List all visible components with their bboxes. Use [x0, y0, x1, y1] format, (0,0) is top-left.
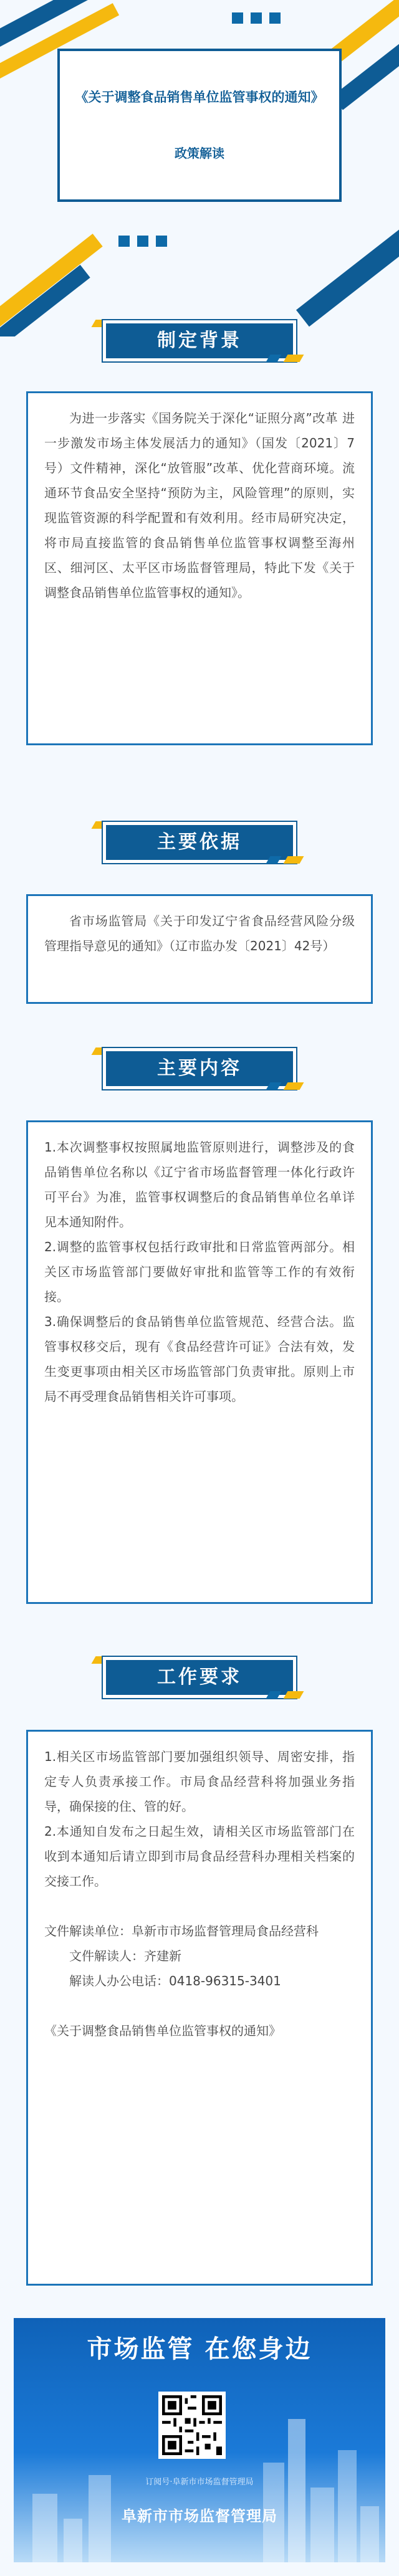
content-box [26, 1120, 373, 1604]
section-heading-content [0, 1042, 399, 1092]
document-title: 《关于调整食品销售单位监管事权的通知》 [75, 90, 324, 105]
paragraph: 3.确保调整后的食品销售单位监管规范、经营合法。监管事权移交后，现有《食品经营许可证》合法有效，发生变更事项由相关区市场监管部门负责审批。原则上市局不再受理食品销售相关许可事项。 [44, 1314, 355, 1404]
section-heading-requirements [0, 1651, 399, 1701]
paragraph: 2.调整的监管事权包括行政审批和日常监管两部分。相关区市场监管部门要做好审批和监管等工作的有效衔接。 [44, 1239, 355, 1304]
section-title: 制定背景 [106, 323, 293, 358]
paragraph: 省市场监管局《关于印发辽宁省食品经营风险分级管理指导意见的通知》（辽市监办发〔2021〕42号） [44, 914, 355, 953]
reader-phone: 解读人办公电话：0418-96315-3401 [69, 1973, 281, 1988]
background-box [26, 391, 373, 745]
title-box [57, 49, 342, 202]
paragraph: 为进一步落实《国务院关于深化“证照分离”改革 进一步激发市场主体发展活力的通知》（国发〔2021〕7号）文件精神，深化“放管服”改革、优化营商环境。流通环节食品安全坚持“预防为主，风险管理”的原则，实现监管资源的科学配置和有效利用。经市局研究决定，将市局直接监管的食品销售单位监管事权调整至海州区、细河区、太平区市场监督管理局，特此下发《关于调整食品销售单位监管事权的通知》。 [44, 411, 355, 600]
section-title: 主要内容 [106, 1051, 293, 1086]
drafter-unit: 文件解读单位：阜新市市场监督管理局食品经营科 [44, 1924, 319, 1939]
footer-banner [14, 2318, 385, 2562]
document-subtitle: 政策解读 [175, 146, 224, 161]
reader-name: 文件解读人：齐建新 [69, 1949, 181, 1963]
decor-stripe [296, 218, 399, 327]
decor-dots-top [232, 12, 281, 24]
paragraph: 2.本通知自发布之日起生效，请相关区市场监管部门在收到本通知后请立即到市局食品经营科办理相关档案的交接工作。 [44, 1824, 355, 1889]
paragraph: 1.本次调整事权按照属地监管原则进行，调整涉及的食品销售单位名称以《辽宁省市场监督管理一体化行政许可平台》为准，监管事权调整后的食品销售单位名单详见本通知附件。 [44, 1140, 355, 1229]
decor-dots-bottom [118, 236, 167, 247]
footer-slogan: 市场监管 在您身边 [87, 2335, 312, 2364]
footer-org-name: 阜新市市场监督管理局 [122, 2507, 277, 2525]
section-title: 工作要求 [106, 1660, 293, 1695]
requirements-box [26, 1730, 373, 2286]
paragraph: 1.相关区市场监管部门要加强组织领导、周密安排，指定专人负责承接工作。市局食品经营科将加强业务指导，确保接的住、管的好。 [44, 1749, 355, 1814]
closing-title: 《关于调整食品销售单位监管事权的通知》 [44, 2023, 281, 2038]
header-banner [0, 0, 399, 336]
section-heading-basis [0, 816, 399, 866]
qr-code-icon[interactable] [158, 2392, 226, 2459]
qr-caption: 订阅号·阜新市市场监督管理局 [145, 2478, 254, 2487]
basis-box [26, 894, 373, 1004]
section-title: 主要依据 [106, 825, 293, 860]
section-heading-background [0, 315, 399, 365]
